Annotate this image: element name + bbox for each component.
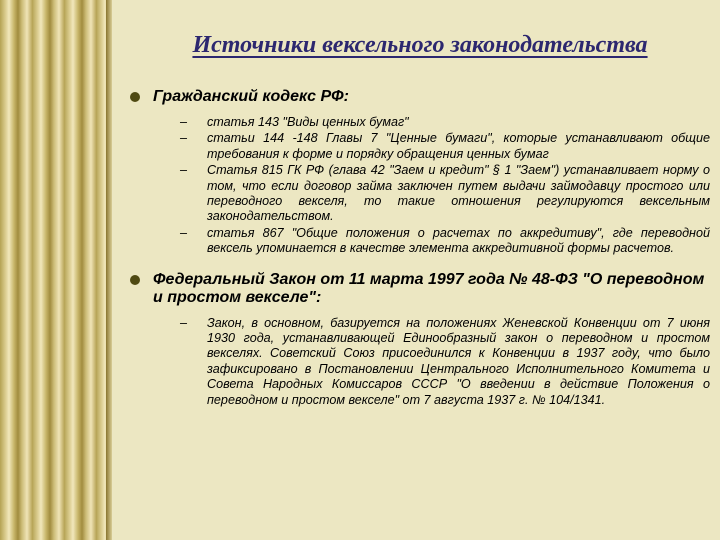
list-item	[180, 115, 710, 130]
list-item-text: статья 143 "Виды ценных бумаг"	[207, 115, 409, 129]
list-item-text: Статья 815 ГК РФ (глава 42 "Заем и кредит" § 1 "Заем") устанавливает норму о том, что если договор займа заключен путем выдачи займодавцу простого или переводного векселя, то такие отношения регулируются вексельным законодательством.	[207, 163, 710, 224]
dash-icon: –	[180, 115, 188, 129]
list-item-text: статьи 144 -148 Главы 7 "Ценные бумаги", которые устанавливают общие требования к форме и порядку обращения ценных бумаг	[207, 131, 710, 161]
slide-content	[125, 88, 710, 408]
slide-title: Источники вексельного законодательства	[192, 32, 648, 58]
section-heading	[125, 88, 710, 106]
dash-icon: –	[180, 163, 188, 178]
bullet-icon	[130, 275, 140, 285]
list-item	[180, 163, 710, 225]
dash-icon: –	[180, 131, 188, 146]
list-item	[180, 316, 710, 408]
section-heading-text: Гражданский кодекс РФ:	[153, 88, 349, 105]
slide	[112, 0, 720, 540]
dash-icon: –	[180, 315, 188, 330]
list-item	[180, 131, 710, 162]
bullet-icon	[130, 92, 140, 102]
dash-icon: –	[180, 225, 188, 240]
list-item	[180, 226, 710, 257]
decorative-gold-bar	[0, 0, 112, 540]
section-heading	[125, 271, 710, 307]
section-heading-text: Федеральный Закон от 11 марта 1997 года № 48-ФЗ "О переводном и простом векселе":	[153, 270, 705, 306]
list-item-text: статья 867 "Общие положения о расчетах по аккредитиву", где переводной вексель упоминается в качестве элемента аккредитивной формы расчетов.	[207, 225, 710, 256]
list-item-text: Закон, в основном, базируется на положениях Женевской Конвенции от 7 июня 1930 года, устанавливающей Единообразный закон о переводном и простом векселях. Советский Союз присоединился к Конвенции в 1937 году, что было зафиксировано в Постановлении Центрального Исполнительного Комитета и Совета Народных Комиссаров СССР "О введении в действие Положения о переводном и простом векселе" от 7 августа 1937 г. № 104/1341.	[207, 315, 710, 407]
